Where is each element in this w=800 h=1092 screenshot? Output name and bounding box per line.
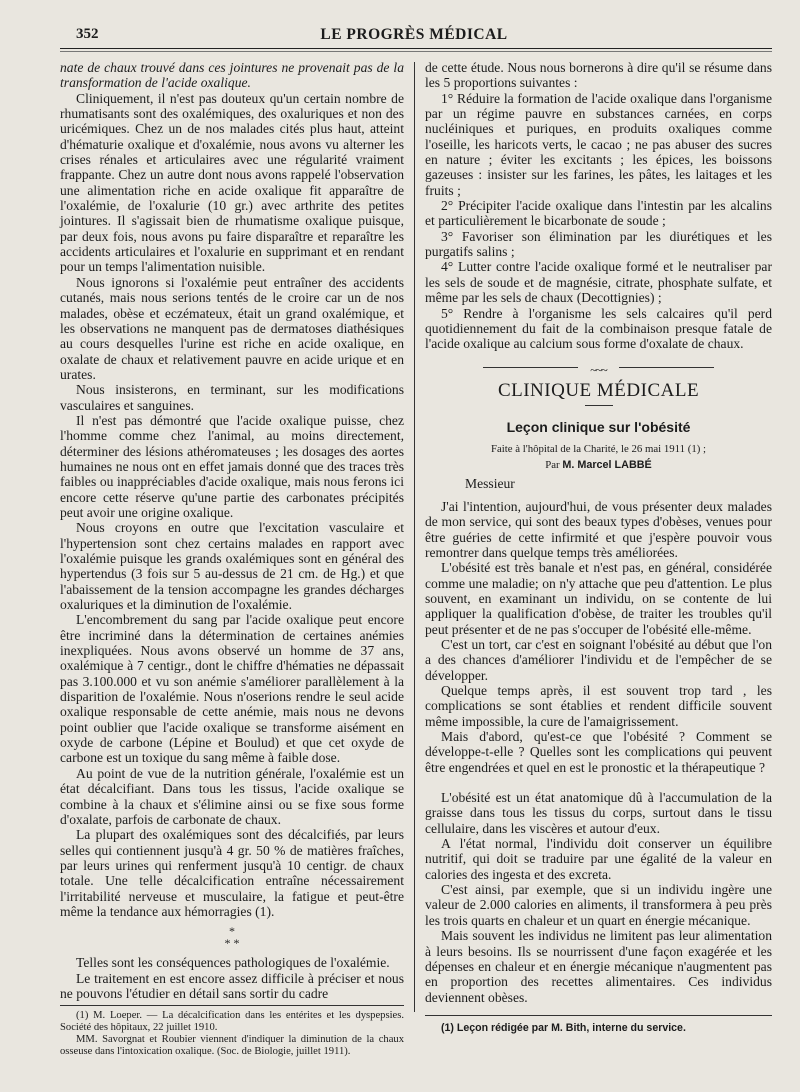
paragraph-rhumatisme: Cliniquement, il n'est pas douteux qu'un certain nombre de rhumatisants sont des oxalémiques, des oxaluriques et non des uricémiques. Chez un de nos malades cités plus haut, atteint d'hématurie oxalique et d'oxalémie, nous avons vu alterner les crises rénales et articulaires avec une régularité vraiment frappante. Chez un autre dont nous avons rappelé l'observation une alimentation riche en acide oxalique fit apparaître de l'oxalémie, de l'oxalurie (10 gr.) avec arthrite des petites jointures. Il s'agissait bien de rhumatisme oxalique puisque, par deux fois, nous avons pu faire disparaître et reparaître les accidents articulaires et l'oxalurie en supprimant et en rendant pour un temps l'alimentation nuisible.	[60, 90, 404, 275]
lecture-title: Leçon clinique sur l'obésité	[506, 418, 691, 435]
asterism-star-left: *	[224, 936, 231, 951]
paragraph-intention: J'ai l'intention, aujourd'hui, de vous présenter deux malades de mon service, qui sont des beaux types d'obèses, venues pour être guéries de cette infirmité et que j'espère pouvoir vous remontrer dans quelque temps très améliorées.	[425, 498, 772, 560]
footnote-rule-right	[425, 1015, 772, 1016]
footnote-loeper: (1) M. Loeper. — La décalcification dans les entérites et les dyspepsies. Société des hôpitaux, 22 juillet 1910.	[60, 1010, 404, 1034]
paragraph-traitement: Le traitement en est encore assez difficile à préciser et nous ne pouvons l'étudier en détail sans sortir du cadre	[60, 970, 404, 1001]
paragraph-decalcifies: La plupart des oxalémiques sont des décalcifiés, par leurs selles qui contiennent jusqu'à 4 gr. 50 % de matières fraîches, par leurs urines qui renferment jusqu'à 10 centigr. de chaux totale. Une telle décalcification entraîne nécessairement l'irritabilité nerveuse et musculaire, la fatigue et peut-être même la tendance aux hémorragies (1).	[60, 827, 404, 919]
left-column	[60, 60, 404, 1058]
section-ornament	[425, 362, 772, 377]
lecture-author-prefix: Par	[545, 458, 560, 471]
asterism-star-right: *	[233, 936, 240, 951]
asterism	[60, 925, 404, 949]
section-title-rule	[585, 405, 613, 406]
paragraph-questions: Mais d'abord, qu'est-ce que l'obésité ? Comment se développe-t-elle ? Quelles sont les complications qui peuvent être engendrées et quel en est le pronostic et la thérapeutique ?	[425, 729, 772, 775]
section-title: CLINIQUE MÉDICALE	[497, 379, 700, 401]
paragraph-tort: C'est un tort, car c'est en soignant l'obésité au début que l'on a des chances d'améliorer l'individu et de l'empêcher de se développer.	[425, 636, 772, 683]
right-column	[425, 60, 772, 1034]
proposition-4: 4° Lutter contre l'acide oxalique formé et le neutraliser par les sels de soude et de magnésie, citrate, phosphate sulfate, et même par les sels de chaux (Decottignies) ;	[425, 259, 772, 306]
page-number: 352	[76, 26, 99, 42]
paragraph-accidents-cutanes: Nous ignorons si l'oxalémie peut entraîner des accidents cutanés, mais nous serions tentés de le croire car un de nos malades, obèse et eczémateux, était un grand oxalémique, et les observations ne manquent pas de dermatoses diathésiques au cours desquelles l'urine est riche en acide oxalique, en oxalate de chaux et relativement pauvre en acide urique et en urates.	[60, 274, 404, 382]
paragraph-decalcifiant: Au point de vue de la nutrition générale, l'oxalémie est un état décalcifiant. Dans tous les tissus, l'acide oxalique se combine à la chaux et s'élimine ainsi ou se fixe sous forme d'oxalate, parfois de carbonate de chaux.	[60, 765, 404, 827]
paragraph-modifications-vasculaires: Nous insisterons, en terminant, sur les modifications vasculaires et sanguines.	[60, 382, 404, 413]
salutation: Messieur	[465, 475, 515, 491]
footnote-bith: (1) Leçon rédigée par M. Bith, interne du service.	[441, 1021, 686, 1034]
proposition-3: 3° Favoriser son élimination par les diurétiques et les purgatifs salins ;	[425, 228, 772, 260]
paragraph-definition: L'obésité est un état anatomique dû à l'accumulation de la graisse dans tous les tissus du corps, surtout dans le tissu cellulaire, dans les viscères et autour d'eux.	[425, 790, 772, 836]
paragraph-banale: L'obésité est très banale et n'est pas, en général, considérée comme une maladie; on n'y attache que peu d'attention. Le plus souvent, en examinant un individu, on se contente de lui appliquer la qualification d'obèse, de traiter les troubles qu'il peut présenter et de ne pas s'occuper de l'obésité elle-même.	[425, 560, 772, 637]
lecture-author-name: M. Marcel LABBÉ	[562, 458, 652, 471]
footnote-savorgnat: MM. Savorgnat et Roubier viennent d'indiquer la diminution de la chaux osseuse dans l'intoxication oxalique. (Soc. de Biologie, juillet 1911).	[60, 1034, 404, 1058]
ornament-flourish: ~~~	[590, 362, 607, 377]
column-divider	[414, 62, 415, 1012]
ornament-line-left	[483, 367, 578, 368]
paragraph-etat-normal: A l'état normal, l'individu doit conserver un équilibre nutritif, qui doit se traduire par une égalité de la valeur en calories des ingesta et des excreta.	[425, 836, 772, 882]
paragraph-spacer	[425, 775, 772, 790]
paragraph-propositions-intro: de cette étude. Nous nous bornerons à dire qu'il se résume dans les 5 proportions suivantes :	[425, 60, 772, 91]
asterism-star-top: *	[229, 924, 235, 939]
lecture-author	[425, 458, 772, 472]
paragraph-consequences: Telles sont les conséquences pathologiques de l'oxalémie.	[76, 955, 390, 971]
proposition-1: 1° Réduire la formation de l'acide oxalique dans l'organisme par un régime pauvre en substances carnées, en corps nucléiniques et puriques, en produits oxaliques comme l'oseille, les haricots verts, le cacao ; ne pas abuser des sucres en nature ; éviter les excitants ; les épices, les boissons gazeuses : insister sur les farines, les pâtes, les laitages et les fruits ;	[425, 90, 772, 198]
asterism-stars-bottom	[60, 937, 404, 949]
footnote-rule	[60, 1005, 404, 1006]
paragraph-alimentation: Mais souvent les individus ne limitent pas leur alimentation à leurs besoins. Ils se nourrissent d'une façon exagérée et les dépenses en chaleur et en énergie mécanique n'augmentent pas en proportion des recettes alimentaires. Ces individus deviennent obèses.	[425, 928, 772, 1005]
header-rule	[60, 48, 772, 49]
header-rule-thin	[60, 51, 772, 52]
proposition-2: 2° Précipiter l'acide oxalique dans l'intestin par les alcalins et particulièrement le bicarbonate de soude ;	[425, 198, 772, 229]
paragraph-anemie: L'encombrement du sang par l'acide oxalique peut encore être incriminé dans la détermination de certaines anémies inexpliquées. Nous avons observé un homme de 37 ans, oxalémique à 7 centigr., dont le chiffre d'hématies ne dépassait pas 3.100.000 et vu son anémie s'améliorer parallèlement à la disparition de l'oxalémie. Nous n'oserions rendre le seul acide oxalique responsable de cette anémie, mais nous ne devons point oublier que l'acide oxalique se transforme aisément en oxyde de carbone (Lépine et Boulud) et que cet oxyde de carbone est un toxique du sang même à faible dose.	[60, 612, 404, 766]
ornament-line-right	[619, 367, 714, 368]
paragraph-calories: C'est ainsi, par exemple, que si un individu ingère une valeur de 2.000 calories en aliments, il transformera à peu près les trois quarts en chaleur et un quart en énergie mécanique.	[425, 882, 772, 928]
paragraph-complications: Quelque temps après, il est souvent trop tard , les complications se sont établies et rendent difficile souvent même impossible, la cure de l'amaigrissement.	[425, 683, 772, 729]
paragraph-hypertension: Nous croyons en outre que l'excitation vasculaire et l'hypertension sont chez certains malades en rapport avec l'oxalémie puisque les grands oxalémiques sont en général des hypertendus (3 fois sur 5 au-dessus de 21 cm. de Hg.) et que l'abaissement de la tension accompagne les grandes décharges oxaluriques et la diminution de l'oxalémie.	[60, 520, 404, 613]
proposition-5: 5° Rendre à l'organisme les sels calcaires qu'il perd quotidiennement du fait de la combinaison presque fatale de l'acide oxalique au calcium sous forme d'oxalate de chaux.	[425, 305, 772, 352]
paragraph-atheromateuses: Il n'est pas démontré que l'acide oxalique puisse, chez l'homme comme chez l'animal, au moins directement, déterminer des lésions athéromateuses ; les dosages des aortes humaines ne nous ont en effet jamais donné que des traces très faibles ou inappréciables d'acide oxalique, mais nous ferons ici encore cette réserve qu'une partie des carbonates précipités peut avoir une origine oxalique.	[60, 412, 404, 520]
journal-title: LE PROGRÈS MÉDICAL	[320, 26, 508, 43]
lecture-place: Faite à l'hôpital de la Charité, le 26 mai 1911 (1) ;	[490, 442, 707, 455]
paragraph-continuation: nate de chaux trouvé dans ces jointures ne provenait pas de la transformation de l'acide oxalique.	[60, 60, 404, 91]
running-header	[76, 26, 752, 48]
